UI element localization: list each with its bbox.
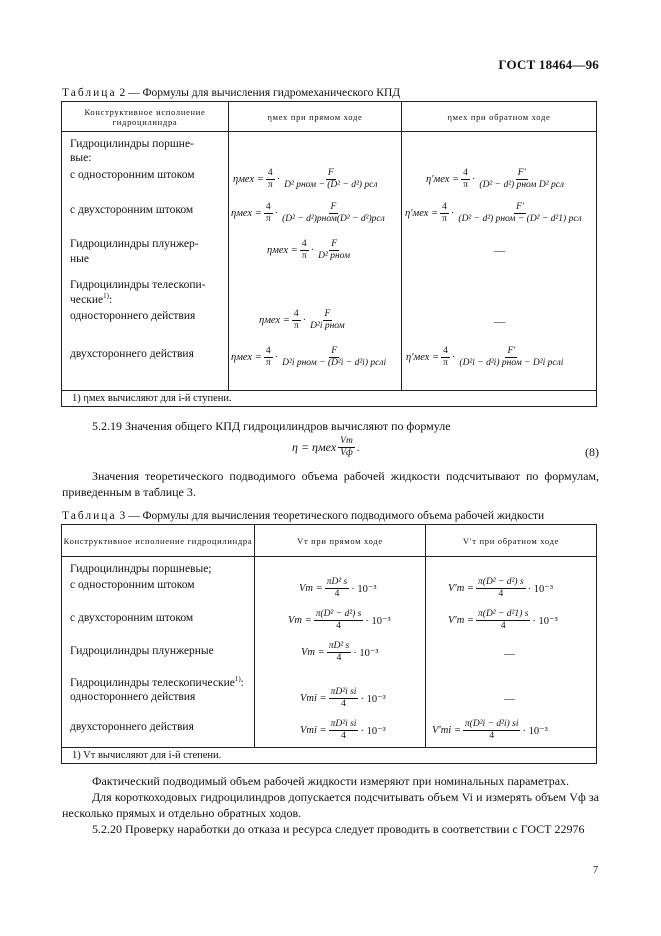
paragraph-short-stroke: Для короткоходовых гидроцилиндров допускается подсчитывать объем Vi и измерять объем Vф за несколько прямых и отдельно обратных ходов. bbox=[62, 790, 599, 820]
paragraph-theoretical-volume: Значения теоретического подводимого объема рабочей жидкости подсчитывают по формулам, приведенным в таблице 3. bbox=[62, 469, 599, 499]
table2 bbox=[61, 101, 597, 407]
table2-design-column bbox=[62, 132, 229, 391]
table3-header-design: Конструктивное исполнение гидроцилиндра bbox=[62, 525, 255, 557]
table2-header-design: Конструктивное исполнение гидроцилиндра bbox=[62, 102, 229, 132]
table3-header-reverse: V′т при обратном ходе bbox=[426, 525, 597, 557]
table3-row-label: Гидроцилиндры плунжерные bbox=[70, 645, 214, 657]
formula: Vт = $\frac{\text{πD² s}}{4}$ · 10⁻³ bbox=[301, 641, 379, 663]
table2-footnote: 1) ηмех вычисляют для i-й ступени. bbox=[62, 391, 597, 407]
formula: Vтi = $\frac{\text{πD²i si}}{4}$ · 10⁻³ bbox=[300, 719, 386, 741]
table2-forward-column bbox=[229, 132, 402, 391]
table2-row-label: Гидроцилиндры плунжер- bbox=[70, 238, 199, 250]
document-header: ГОСТ 18464—96 bbox=[498, 57, 599, 72]
paragraph-5-2-19: 5.2.19 Значения общего КПД гидроцилиндров вычисляют по формуле bbox=[92, 419, 451, 433]
table3-row-label: Гидроцилиндры поршневые; bbox=[70, 563, 212, 575]
table2-row-label: одностороннего действия bbox=[70, 310, 196, 322]
table2-row-label: двухстороннего действия bbox=[70, 348, 194, 360]
table3-footnote: 1) Vт вычисляют для i-й степени. bbox=[62, 748, 597, 764]
table3-design-column bbox=[62, 557, 255, 748]
table3-forward-column bbox=[255, 557, 426, 748]
table2-caption-text: 2 — Формулы для вычисления гидромеханического КПД bbox=[116, 87, 401, 99]
formula: ηмех = $\frac{4}{\pi}$ · $\frac{F}{\text{(D² − d²)pном(D² − d²)pсл}}$ bbox=[231, 202, 385, 224]
formula: V′тi = $\frac{\text{π(D²i − d²i) si}}{4}$ · 10⁻³ bbox=[432, 719, 548, 741]
table2-reverse-column bbox=[402, 132, 597, 391]
page-number: 7 bbox=[593, 865, 598, 876]
formula: V′т = $\frac{\text{π(D² − d²1) s}}{4}$ · 10⁻³ bbox=[448, 609, 558, 631]
table3-row-label: с односторонним штоком bbox=[70, 579, 195, 591]
formula-8: η = ηмех $\frac{Vт}{Vф}$ . bbox=[292, 436, 360, 458]
formula: ηмех = $\frac{4}{\pi}$ · $\frac{F}{\text{D² pном − (D² − d²) pсл}}$ bbox=[233, 168, 378, 190]
table2-row-label: вые: bbox=[70, 152, 92, 164]
formula: Vт = $\frac{\text{πD² s}}{4}$ · 10⁻³ bbox=[299, 577, 377, 599]
equation-number: (8) bbox=[585, 445, 599, 459]
table3-dash: — bbox=[504, 693, 515, 705]
table3-row-label: Гидроцилиндры телескопические$^{1)}$: bbox=[70, 675, 244, 689]
formula: V′т = $\frac{\text{π(D² − d²) s}}{4}$ · 10⁻³ bbox=[448, 577, 553, 599]
table2-row-label: ческие$^{1)}$: bbox=[70, 292, 113, 306]
table3-header-forward: Vт при прямом ходе bbox=[255, 525, 426, 557]
formula: ηмех = $\frac{4}{\pi}$ · $\frac{F}{\text{D² pном}}$ bbox=[267, 239, 351, 261]
formula: η′мех = $\frac{4}{\pi}$ · $\frac{F'}{\text{(D² − d²) pном D² pсл}}$ bbox=[426, 168, 565, 190]
formula: Vт = $\frac{\text{π(D² − d²) s}}{4}$ · 10⁻³ bbox=[288, 609, 391, 631]
table3-dash: — bbox=[504, 648, 515, 660]
table2-row-label: с односторонним штоком bbox=[70, 169, 195, 181]
table2-row-label: Гидроцилиндры телескопи- bbox=[70, 279, 206, 291]
table3 bbox=[61, 524, 597, 764]
table3-caption-text: 3 — Формулы для вычисления теоретического подводимого объема рабочей жидкости bbox=[116, 510, 545, 522]
table2-dash: — bbox=[494, 245, 505, 257]
formula: Vтi = $\frac{\text{πD²i si}}{4}$ · 10⁻³ bbox=[300, 687, 386, 709]
table3-caption-label: Таблица bbox=[62, 510, 117, 522]
table2-row-label: ные bbox=[70, 253, 89, 265]
table2-header-reverse: ηмех при обратном ходе bbox=[402, 102, 597, 132]
paragraph-5-2-20: 5.2.20 Проверку наработки до отказа и ресурса следует проводить в соответствии с ГОСТ 22976 bbox=[92, 822, 585, 836]
formula: η′мех = $\frac{4}{\pi}$ · $\frac{F'}{\text{(D² − d²) pном − (D² − d²1) pсл}}$ bbox=[405, 202, 582, 224]
formula: ηмех = $\frac{4}{\pi}$ · $\frac{F}{\text{D²i pном}}$ bbox=[259, 309, 345, 331]
table3-caption bbox=[62, 510, 544, 522]
table3-row-label: одностороннего действия bbox=[70, 691, 196, 703]
table2-row-label: Гидроцилиндры поршне- bbox=[70, 138, 194, 150]
table2-caption bbox=[62, 87, 400, 99]
table2-row-label: с двухсторонним штоком bbox=[70, 204, 194, 216]
table3-reverse-column bbox=[426, 557, 597, 748]
table2-header-forward: ηмех при прямом ходе bbox=[229, 102, 402, 132]
table2-caption-label: Таблица bbox=[62, 87, 117, 99]
table3-row-label: двухстороннего действия bbox=[70, 721, 194, 733]
paragraph-actual-volume: Фактический подводимый объем рабочей жидкости измеряют при номинальных параметрах. bbox=[92, 774, 570, 788]
table3-row-label: с двухсторонним штоком bbox=[70, 612, 194, 624]
formula: ηмех = $\frac{4}{\pi}$ · $\frac{F}{\text{D²i pном − (D²i − d²i) pслi}}$ bbox=[231, 346, 387, 368]
formula: η′мех = $\frac{4}{\pi}$ · $\frac{F'}{\text{(D²i − d²i) pном − D²i pслi}}$ bbox=[406, 346, 564, 368]
table2-dash: — bbox=[494, 316, 505, 328]
